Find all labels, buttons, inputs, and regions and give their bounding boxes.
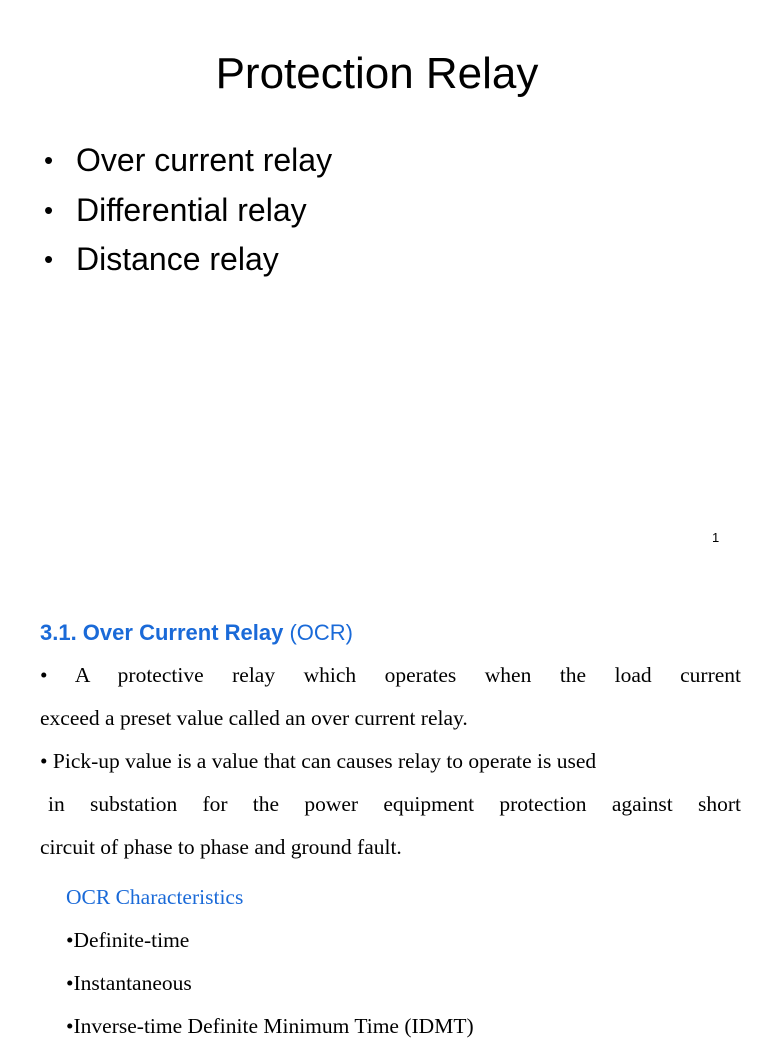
list-item: •Inverse-time Definite Minimum Time (IDMT) — [66, 1014, 474, 1038]
characteristics-heading: OCR Characteristics — [66, 885, 244, 909]
page-number: 1 — [712, 530, 720, 545]
paragraph-line: circuit of phase to phase and ground fault. — [40, 835, 402, 859]
list-item-label: Distance relay — [76, 241, 279, 277]
bullet-icon: • — [44, 244, 54, 274]
paragraph-line: • Pick-up value is a value that can causes relay to operate is used — [40, 749, 597, 773]
section-heading — [40, 618, 353, 648]
definition-paragraph — [40, 654, 741, 740]
list-item — [44, 140, 332, 190]
paragraph-line: in substation for the power equipment protection against short — [48, 792, 741, 816]
list-item-label: Differential relay — [76, 191, 307, 228]
bullet-icon: • — [44, 194, 54, 225]
paragraph-line: exceed a preset value called an over current relay. — [40, 706, 468, 730]
relay-type-list — [44, 140, 332, 289]
bullet-icon: • — [44, 145, 54, 175]
characteristics-list — [66, 925, 474, 1054]
list-item: •Definite-time — [66, 928, 190, 952]
section-heading-abbrev: (OCR) — [283, 620, 353, 645]
slide-title: Protection Relay — [215, 49, 539, 98]
section-heading-title: 3.1. Over Current Relay — [40, 620, 284, 645]
pickup-paragraph — [40, 740, 741, 869]
list-item: •Instantaneous — [66, 971, 192, 995]
list-item — [44, 190, 332, 240]
paragraph-line: • A protective relay which operates when the load current — [40, 663, 741, 687]
list-item — [44, 239, 332, 289]
list-item-label: Over current relay — [76, 142, 333, 178]
